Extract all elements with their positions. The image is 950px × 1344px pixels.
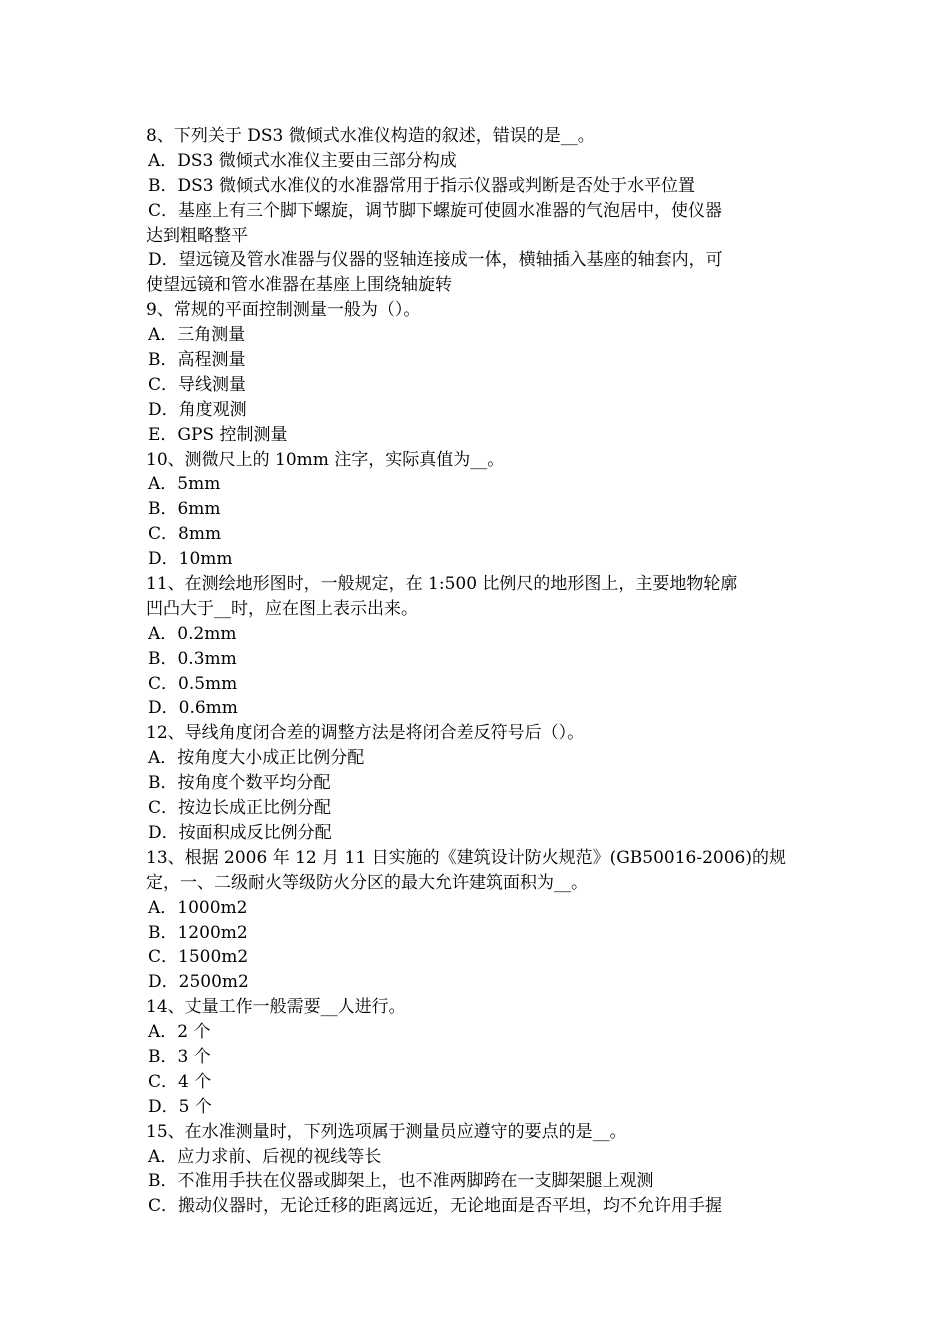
option-text-line: B．3 个 — [148, 1046, 211, 1067]
option-text-line: D．按面积成反比例分配 — [148, 822, 332, 843]
answer-option — [146, 547, 808, 572]
answer-option — [146, 771, 808, 796]
answer-option — [146, 796, 808, 821]
option-text-line: C．4 个 — [148, 1071, 212, 1092]
option-text-line: 达到粗略整平 — [146, 225, 248, 246]
answer-option — [146, 821, 808, 846]
answer-option — [146, 472, 808, 497]
answer-option — [146, 323, 808, 348]
answer-option — [146, 921, 808, 946]
question-stem-line: 15、在水准测量时，下列选项属于测量员应遵守的要点的是__。 — [146, 1121, 627, 1142]
option-text-line: C．0.5mm — [148, 673, 238, 694]
answer-option — [146, 696, 808, 721]
option-text-line: D．角度观测 — [148, 399, 247, 420]
question-block — [146, 1120, 808, 1220]
document-page — [146, 124, 808, 1219]
question-block — [146, 448, 808, 572]
option-text-line: C．搬动仪器时，无论迁移的距离远近，无论地面是否平坦，均不允许用手握 — [148, 1196, 723, 1217]
option-text-line: E．GPS 控制测量 — [148, 424, 288, 445]
question-stem-line: 12、导线角度闭合差的调整方法是将闭合差反符号后（）。 — [146, 723, 585, 744]
question-stem-line: 定，一、二级耐火等级防火分区的最大允许建筑面积为__。 — [146, 872, 588, 893]
option-text-line: C．导线测量 — [148, 374, 247, 395]
answer-option — [146, 970, 808, 995]
answer-option — [146, 497, 808, 522]
option-text-line: A．2 个 — [148, 1022, 211, 1043]
answer-option — [146, 672, 808, 697]
option-text-line: 使望远镜和管水准器在基座上围绕轴旋转 — [146, 275, 452, 296]
option-text-line: D．0.6mm — [148, 698, 238, 719]
option-text-line: C．8mm — [148, 524, 222, 545]
question-stem-line: 11、在测绘地形图时，一般规定，在 1:500 比例尺的地形图上，主要地物轮廓 — [146, 574, 738, 595]
answer-option — [146, 1020, 808, 1045]
question-stem-line: 8、下列关于 DS3 微倾式水准仪构造的叙述，错误的是__。 — [146, 126, 595, 146]
answer-option — [146, 896, 808, 921]
question-stem-line: 14、丈量工作一般需要__人进行。 — [146, 997, 406, 1018]
question-block — [146, 995, 808, 1119]
answer-option — [146, 174, 808, 199]
option-text-line: B．DS3 微倾式水准仪的水准器常用于指示仪器或判断是否处于水平位置 — [148, 175, 695, 196]
answer-option — [146, 1070, 808, 1095]
answer-option — [146, 1169, 808, 1194]
question-stem-line: 凹凸大于__时，应在图上表示出来。 — [146, 598, 418, 619]
option-text-line: A．0.2mm — [148, 623, 237, 644]
answer-option — [146, 1194, 808, 1219]
answer-option — [146, 622, 808, 647]
answer-option — [146, 149, 808, 174]
option-text-line: A．三角测量 — [148, 325, 246, 346]
option-text-line: D．望远镜及管水准器与仪器的竖轴连接成一体，横轴插入基座的轴套内，可 — [148, 250, 723, 271]
answer-option — [146, 746, 808, 771]
option-text-line: A．按角度大小成正比例分配 — [148, 748, 365, 769]
option-text-line: B．0.3mm — [148, 648, 237, 669]
option-text-line: B．高程测量 — [148, 350, 246, 371]
option-text-line: C．按边长成正比例分配 — [148, 798, 332, 819]
answer-option — [146, 398, 808, 423]
option-text-line: B．按角度个数平均分配 — [148, 773, 331, 794]
answer-option — [146, 1045, 808, 1070]
option-text-line: A．应力求前、后视的视线等长 — [148, 1146, 382, 1167]
answer-option — [146, 1095, 808, 1120]
question-block — [146, 124, 808, 298]
answer-option — [146, 647, 808, 672]
question-block — [146, 721, 808, 845]
option-text-line: D．5 个 — [148, 1096, 212, 1117]
option-text-line: C．基座上有三个脚下螺旋，调节脚下螺旋可使圆水准器的气泡居中，使仪器 — [148, 200, 723, 221]
question-block — [146, 572, 808, 721]
option-text-line: A．DS3 微倾式水准仪主要由三部分构成 — [148, 150, 457, 171]
question-block — [146, 298, 808, 447]
option-text-line: D．2500m2 — [148, 972, 249, 993]
option-text-line: B．6mm — [148, 499, 221, 520]
answer-option — [146, 199, 808, 249]
answer-option — [146, 248, 808, 298]
option-text-line: D．10mm — [148, 549, 233, 570]
option-text-line: B．不准用手扶在仪器或脚架上，也不准两脚跨在一支脚架腿上观测 — [148, 1171, 654, 1192]
option-text-line: A．5mm — [148, 474, 221, 495]
answer-option — [146, 522, 808, 547]
option-text-line: C．1500m2 — [148, 947, 249, 968]
answer-option — [146, 1145, 808, 1170]
answer-option — [146, 373, 808, 398]
question-stem-line: 10、测微尺上的 10mm 注字，实际真值为__。 — [146, 449, 505, 470]
question-stem-line: 9、常规的平面控制测量一般为（）。 — [146, 300, 421, 321]
question-stem-line: 13、根据 2006 年 12 月 11 日实施的《建筑设计防火规范》(GB50016-2006)的规 — [146, 847, 787, 868]
answer-option — [146, 423, 808, 448]
answer-option — [146, 348, 808, 373]
option-text-line: B．1200m2 — [148, 922, 248, 943]
option-text-line: A．1000m2 — [148, 897, 248, 918]
question-block — [146, 846, 808, 995]
answer-option — [146, 945, 808, 970]
